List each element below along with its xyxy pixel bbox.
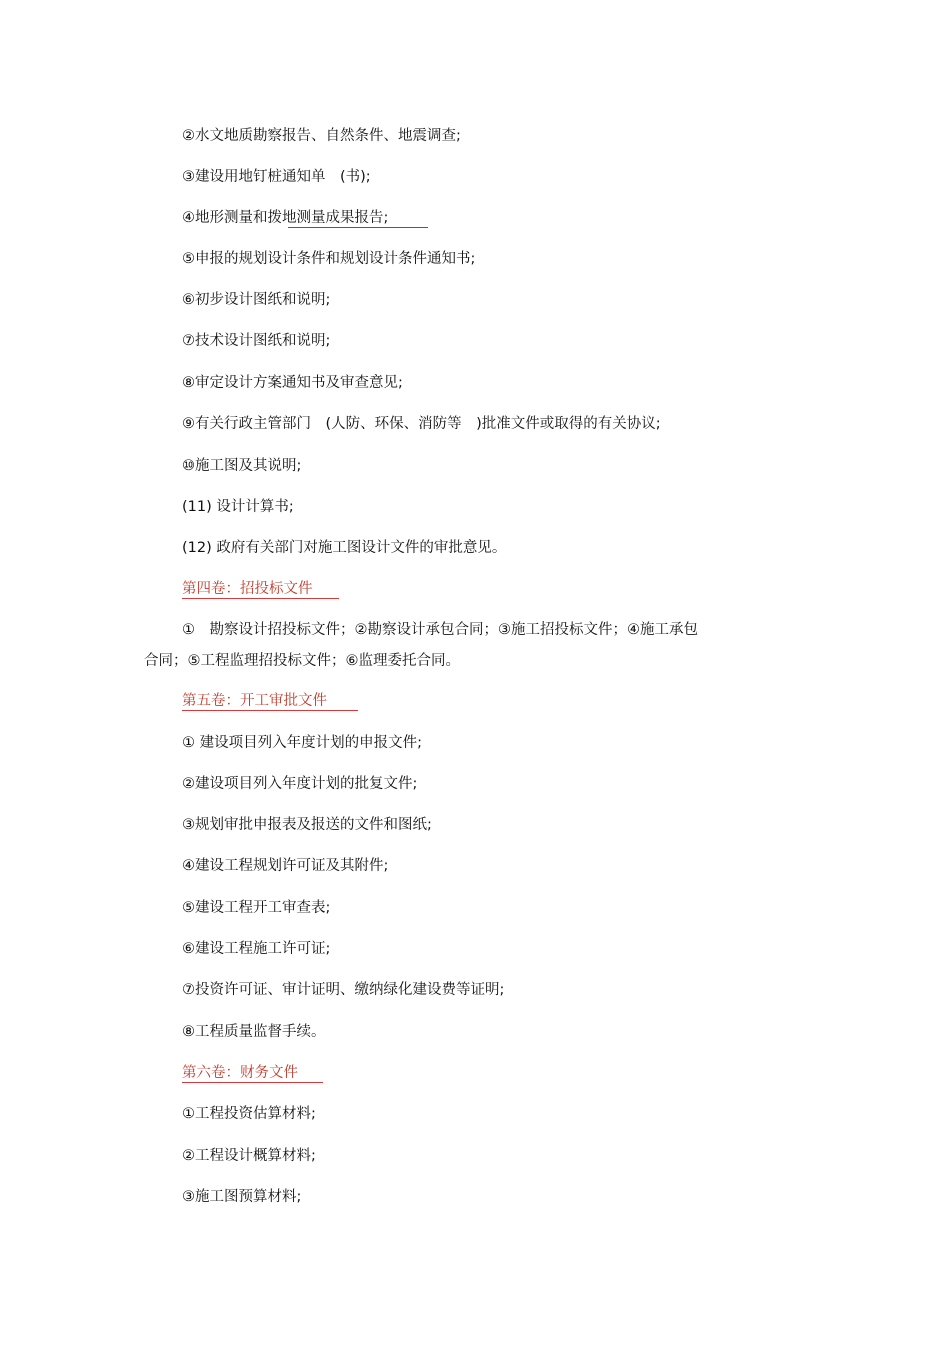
list-item: ⑥建设工程施工许可证;: [182, 941, 331, 957]
list-item: ⑧审定设计方案通知书及审查意见;: [182, 375, 403, 391]
heading-underline: [182, 598, 339, 599]
list-item: ⑩施工图及其说明;: [182, 458, 302, 474]
list-item: ⑧工程质量监督手续。: [182, 1024, 326, 1040]
list-item: ①工程投资估算材料;: [182, 1106, 316, 1122]
section-heading-volume6: 第六卷：财务文件: [182, 1065, 298, 1081]
list-item: ⑦投资许可证、审计证明、缴纳绿化建设费等证明;: [182, 982, 505, 998]
list-item: ⑦技术设计图纸和说明;: [182, 333, 331, 349]
list-item: ④建设工程规划许可证及其附件;: [182, 858, 389, 874]
list-item: ④地形测量和拨地测量成果报告;: [182, 210, 389, 226]
section-heading-volume4: 第四卷：招投标文件: [182, 581, 313, 597]
list-item: ③施工图预算材料;: [182, 1189, 302, 1205]
heading-underline: [182, 710, 358, 711]
list-item: ⑤建设工程开工审查表;: [182, 900, 331, 916]
list-item: ②水文地质勘察报告、自然条件、地震调查;: [182, 128, 461, 144]
heading-underline: [182, 1082, 323, 1083]
list-item: (12) 政府有关部门对施工图设计文件的审批意见。: [182, 540, 507, 556]
list-item: ②工程设计概算材料;: [182, 1148, 316, 1164]
paragraph-line: ① 勘察设计招投标文件；②勘察设计承包合同；③施工招投标文件；④施工承包: [182, 622, 698, 638]
list-item: ⑨有关行政主管部门 (人防、环保、消防等 )批准文件或取得的有关协议;: [182, 416, 661, 432]
list-item: ③规划审批申报表及报送的文件和图纸;: [182, 817, 432, 833]
list-item: ⑥初步设计图纸和说明;: [182, 292, 331, 308]
list-item: ⑤申报的规划设计条件和规划设计条件通知书;: [182, 251, 476, 267]
list-item: ②建设项目列入年度计划的批复文件;: [182, 776, 418, 792]
paragraph-line: 合同；⑤工程监理招投标文件；⑥监理委托合同。: [144, 653, 460, 669]
annotation-underline: [288, 227, 428, 228]
list-item: ③建设用地钉桩通知单 (书);: [182, 169, 371, 185]
section-heading-volume5: 第五卷：开工审批文件: [182, 693, 327, 709]
list-item: ① 建设项目列入年度计划的申报文件;: [182, 735, 422, 751]
list-item: (11) 设计计算书;: [182, 499, 294, 515]
